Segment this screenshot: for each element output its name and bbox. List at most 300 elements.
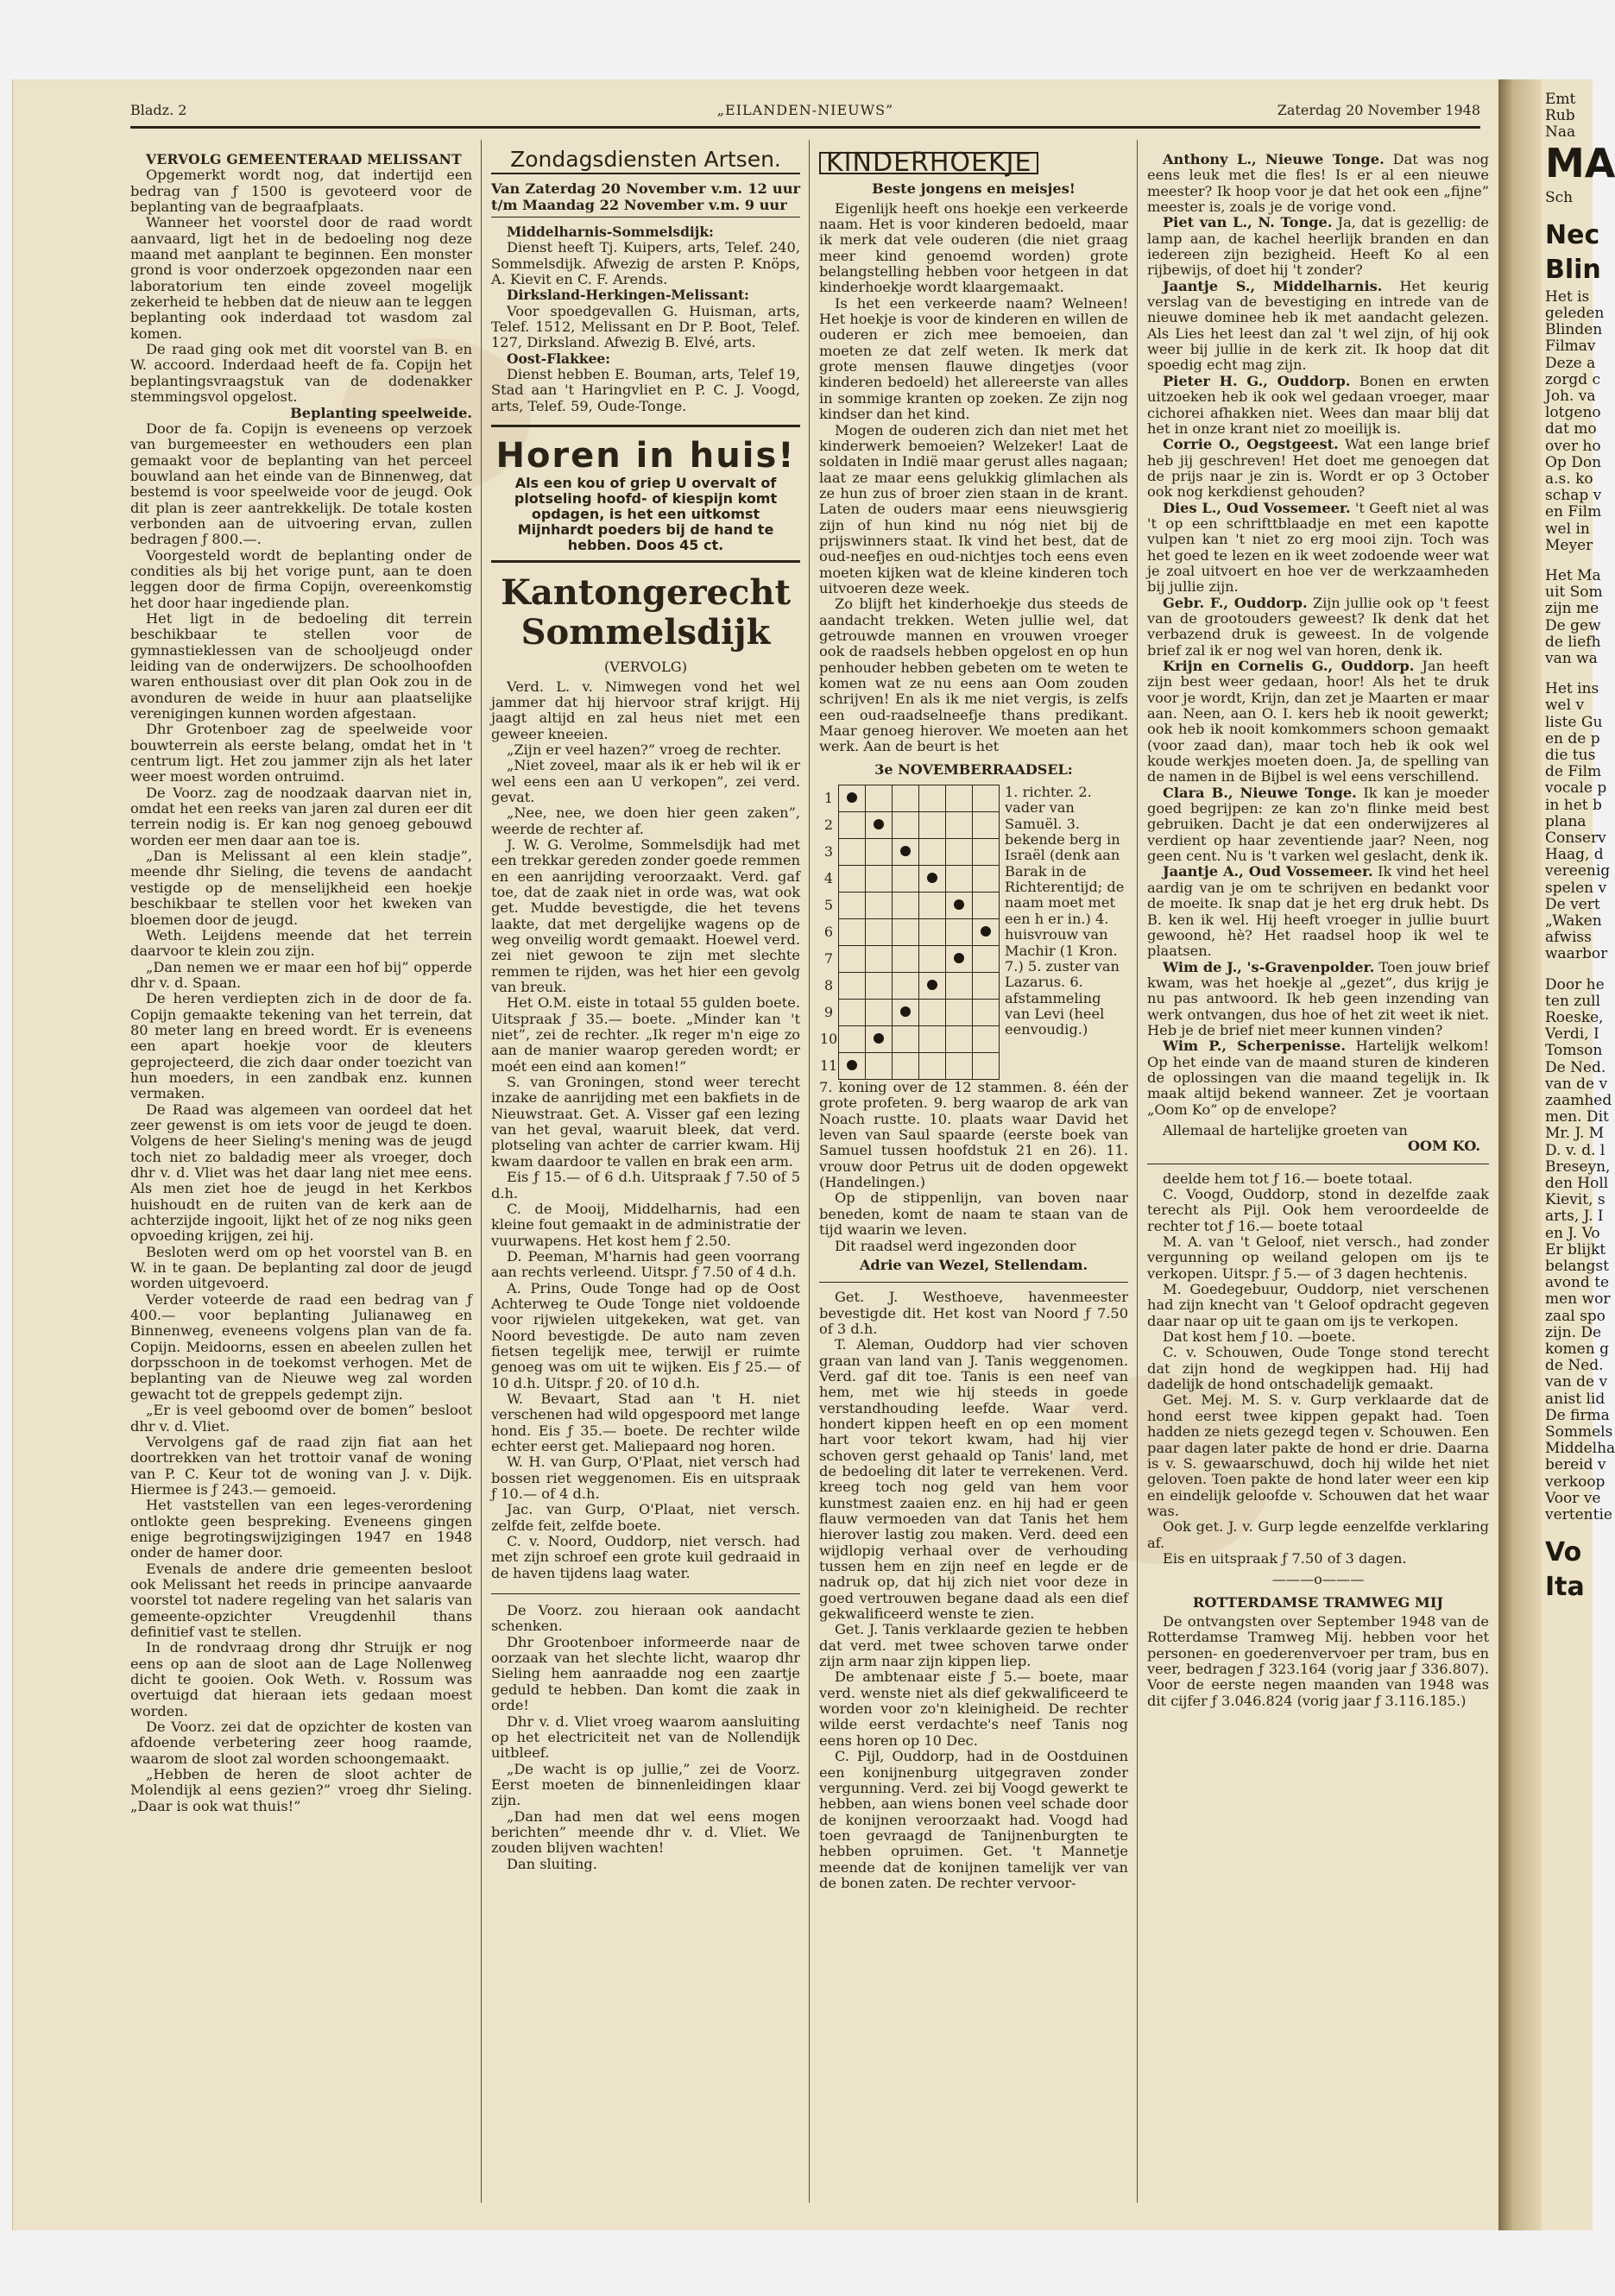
court-cases	[491, 679, 800, 1582]
grid-cell	[866, 973, 893, 1000]
mijnhardt-advertisement	[491, 425, 800, 563]
next-page-fragment: Door he	[1545, 975, 1605, 993]
letter-recipient: Anthony L., Nieuwe Tonge.	[1163, 151, 1385, 167]
grid-row-number: 9	[823, 1003, 834, 1020]
court-continued: (VERVOLG)	[603, 659, 688, 676]
next-page-fragment: Het is	[1545, 287, 1590, 306]
grid-cell	[839, 919, 866, 946]
next-page-fragment: spelen v	[1545, 879, 1607, 897]
grid-cell	[946, 1026, 973, 1053]
grid-cell	[973, 973, 1000, 1000]
gemeenteraad-continued	[491, 1603, 800, 1872]
next-page-fragment: en J. Vo	[1545, 1224, 1600, 1242]
next-page-fragment: Middelha	[1545, 1440, 1615, 1458]
grid-dot	[874, 1033, 884, 1044]
grid-cell	[973, 1053, 1000, 1080]
grid-cell	[973, 1026, 1000, 1053]
next-page-fragment: de liefh	[1545, 633, 1601, 651]
paragraph: Dhr Grootenboer informeerde naar de oorzaak van het slechte licht, waarop dhr Sieling hem aanraadde nog een zaartje geduld te hebben. Dan komt die zaak in orde!	[491, 1633, 800, 1714]
grid-cell	[839, 1053, 866, 1080]
next-page-fragment: wel in	[1545, 520, 1590, 538]
grid-cell	[973, 839, 1000, 866]
next-page-fragment: Nec	[1545, 219, 1600, 250]
letter-reply: Wim de J., 's-Gravenpolder. Toen jouw brief kwam, was het hoekje al „gezet”, dus krijg je nu pas antwoord. Ik heb geen inzending van werk ontvangen, dus hoe of het zit weet ik niet. Heb je de brief niet meer kunnen vinden?	[1147, 958, 1489, 1038]
paragraph: De ambtenaar eiste ƒ 5.— boete, maar verd. wenste niet als dief gekwalificeerd te worden voor zo'n kleinigheid. De rechter wilde eerst verdachte's neef Tanis nog eens horen op 10 Dec.	[819, 1668, 1128, 1749]
letter-reply: Jaantje A., Oud Vossemeer. Ik vind het heel aardig van je om te schrijven en bedankt voor de moeite. Ik snap dat je het erg druk hebt. Ds B. ken ik wel. Hij heeft vroeger in jullie buurt gewoond, hè? Het raadsel hoop ik wel te plaatsen.	[1147, 863, 1490, 960]
letter-reply: Corrie O., Oegstgeest. Wat een lange brief heb jij geschreven! Het doet me genoegen dat de prijs naar je zin is. Wordt er op 3 October ook nog kerkdienst gehouden?	[1147, 436, 1489, 501]
next-page-fragment: en Film	[1545, 503, 1602, 521]
issue-date: Zaterdag 20 November 1948	[1277, 102, 1480, 118]
letter-recipient: Dies L., Oud Vossemeer.	[1163, 499, 1351, 516]
grid-row	[819, 919, 1000, 946]
newspaper-page	[12, 79, 1499, 2230]
grid-cell	[866, 1053, 893, 1080]
next-page-fragment: Deze a	[1545, 354, 1596, 372]
paragraph: Het O.M. eiste in totaal 55 gulden boete. Uitspraak ƒ 35.— boete. „Minder kan 't niet”, zei de rechter. „Ik reger m'n eige zo aan de manier waarop gereden wordt; er moét een eind aan komen!”	[491, 994, 800, 1075]
column-two	[491, 147, 800, 2223]
paragraph: In de rondvraag drong dhr Struijk er nog eens op aan de sloot aan de Lage Nollenweg dicht te gooien. Ook Weth. v. Rossum was overtuigd dat hieraan iets gedaan moest worden.	[130, 1639, 472, 1719]
riddle-instruction: Op de stippenlijn, van boven naar beneden, komt de naam te staan van de tijd waarin we leven.	[819, 1189, 1128, 1239]
grid-cell	[973, 919, 1000, 946]
grid-cell	[866, 893, 893, 919]
next-page-fragment: waarbor	[1545, 945, 1608, 963]
next-page-fragment: geleden	[1545, 305, 1605, 322]
letter-reply: Krijn en Cornelis G., Ouddorp. Jan heeft zijn best weer gedaan, hoor! Als het te druk voor je wordt, Krijn, dan zet je Maarten er maar aan. Neen, aan O. I. kers heb ik nooit gewerkt; ook heb ik nooit komkommers schoon gemaakt (voor zaad dan), maar toch heb ik ook wel koude werkjes moeten doen. Ja, de spelling van de namen in de Bijbel is wel eens verschillend.	[1147, 658, 1489, 785]
paragraph: Voorgesteld wordt de beplanting onder de condities als bij het vorige punt, aan te doen leggen door de firma Copijn, overeenkomstig het door haar ingediende plan.	[130, 546, 472, 611]
service-period: Van Zaterdag 20 November v.m. 12 uur t/m Maandag 22 November v.m. 9 uur	[491, 180, 800, 213]
closing-greeting: Allemaal de hartelijke groeten van	[1163, 1121, 1408, 1139]
grid-row	[819, 973, 1000, 1000]
grid-row	[819, 866, 1000, 893]
next-page-fragment: De firma	[1545, 1406, 1610, 1424]
paragraph: Mogen de ouderen zich dan niet met het kinderwerk bemoeien? Welzeker! Laat de soldaten in Indië maar gerust alles nagaan; laat ze maar eens gelukkig glimlachen als ze hun zus of broer zien staan in de krant. Laten de ouders maar eens nieuwsgierig zijn of hun kind nu nóg niet bij de prijswinners staat. Ik vind het best, dat de oud-neefjes en oud-nichtjes toch eens even moeten kijken wat de kleine kinderen toch uitvoeren deze week.	[819, 421, 1128, 596]
paragraph: Get. J. Westhoeve, havenmeester bevestigde dit. Het kost van Noord ƒ 7.50 of 3 d.h.	[819, 1289, 1128, 1337]
letter-reply: Anthony L., Nieuwe Tonge. Dat was nog eens leuk met die fles! Is er al een nieuwe meester? Ik hoop voor je dat het ook een „fijne” meester is, zoals je de vorige vond.	[1147, 151, 1489, 216]
kinderhoekje-header	[819, 148, 1128, 178]
paragraph: Besloten werd om op het voorstel van B. en W. in te gaan. De beplanting zal door de jeugd worden uitgevoerd.	[130, 1243, 472, 1292]
paragraph: Dan sluiting.	[507, 1855, 597, 1872]
header-rule	[130, 126, 1480, 129]
ad-headline: Horen in huis!	[495, 436, 796, 476]
letter-recipient: Krijn en Cornelis G., Ouddorp.	[1163, 658, 1415, 674]
grid-row-number: 11	[819, 1057, 838, 1074]
next-page-fragment: De gew	[1545, 616, 1601, 634]
next-page-fragment: De vert	[1545, 895, 1600, 913]
next-page-fragment: Op Don	[1545, 453, 1602, 471]
paragraph: Zo blijft het kinderhoekje dus steeds de aandacht trekken. Weten jullie wel, dat getrouwde mannen en vrouwen vroeger ook de raadsels hebben opgelost en op hun penhouder hebben gebeten om te weten te komen wat ze nu eens aan Oom zouden schrijven! En als ik me niet vergis, is zelfs een oud-raadselneefje thans predikant. Maar genoeg hierover. We moeten aan het werk. Aan de beurt is het	[819, 596, 1128, 755]
paragraph: „Zijn er veel hazen?” vroeg de rechter.	[507, 741, 782, 758]
grid-cell	[866, 812, 893, 839]
grid-dot	[927, 873, 937, 883]
next-page-fragment: de Film	[1545, 763, 1602, 781]
grid-dot	[900, 1006, 911, 1017]
letter-recipient: Jaantje A., Oud Vossemeer.	[1163, 863, 1373, 880]
letter-reply: Wim P., Scherpenisse. Hartelijk welkom! Op het einde van de maand sturen de kinderen de oplossingen van die maand tegelijk in. Ik maak altijd bekend wanneer. Zet je voortaan „Oom Ko” op de envelope?	[1147, 1038, 1489, 1118]
grid-cell	[973, 946, 1000, 973]
next-page-fragment: zorgd c	[1545, 370, 1601, 388]
paragraph: De Raad was algemeen van oordeel dat het zeer gewenst is om iets voor de jeugd te doen. Volgens de heer Sieling's mening was de jeugd toch niet zo baldadig meer als vroeger, doch dhr v. d. Vliet was het daar lang niet mee eens. Als men ziet hoe de jeugd in het Kerkbos huishoudt en de ruiten van de kerk aan de achterzijde ingooit, lijkt het of ze nog niks geen opvoeding krijgen, zei hij.	[130, 1101, 472, 1245]
grid-cell	[946, 919, 973, 946]
grid-row-number: 10	[819, 1030, 838, 1047]
court-title-line-2: Sommelsdijk	[520, 612, 771, 653]
grid-row-number: 7	[823, 949, 834, 967]
paragraph: C. Pijl, Ouddorp, had in de Oostduinen een konijnenburg uitgegraven zonder vergunning. Verd. zei bij Voogd gewerkt te hebben, aan wiens bonen veel schade door de konijnen veroorzaakt had. Voogd had toen gevraagd de Tanijnenburgten te hebben opruimen. Get. 't Mannetje meende dat de konijnen tamelijk ver van de bonen zaten. De rechter vervoor-	[819, 1748, 1128, 1891]
paragraph: „Dan nemen we er maar een hof bij” opperde dhr v. d. Spaan.	[130, 958, 472, 991]
grid-cell	[973, 866, 1000, 893]
grid-row	[819, 893, 1000, 919]
paragraph: Het ligt in de bedoeling dit terrein beschikbaar te stellen voor de gymnastieklessen van de schooljeugd onder leiding van de onderwijzers. De schoolhoofden waren enthousiast over dit plan Ook zou in de avonduren de weide in huur aan plaatselijke verenigingen kunnen worden afgestaan.	[130, 609, 472, 722]
grid-dot	[981, 926, 991, 937]
doctor-services	[491, 224, 800, 414]
next-page-fragment: Het ins	[1545, 680, 1599, 698]
next-page-fragment: men. Dit	[1545, 1108, 1609, 1126]
grid-row	[819, 946, 1000, 973]
riddle-block	[819, 785, 1128, 1080]
next-page-fragment: afwiss	[1545, 929, 1592, 947]
grid-dot	[900, 846, 911, 856]
grid-cell	[946, 893, 973, 919]
letter-recipient: Clara B., Nieuwe Tonge.	[1163, 784, 1357, 801]
letter-reply: Pieter H. G., Ouddorp. Bonen en erwten uitzoeken heb ik ook wel gedaan vroeger, maar cichorei afhakken niet. Wees dan maar blij dat het in onze krant niet zo moeilijk is.	[1147, 372, 1489, 437]
next-page-fragment: Haag, d	[1545, 846, 1604, 864]
grid-cell	[946, 812, 973, 839]
riddle-title: 3e NOVEMBERRAADSEL:	[874, 760, 1073, 778]
next-page-fragment: Het Ma	[1545, 567, 1601, 584]
paragraph: Eigenlijk heeft ons hoekje een verkeerde naam. Het is voor kinderen bedoeld, maar ik merk dat vele ouderen (die niet graag meer kind genoemd worden) grote belangstelling hebben voor hetgeen in dat kinderhoekje wordt klaargemaakt.	[819, 199, 1128, 296]
next-page-fragment: Verdi, I	[1545, 1025, 1599, 1044]
paragraph: Eis ƒ 15.— of 6 d.h. Uitspraak ƒ 7.50 of 5 d.h.	[491, 1169, 800, 1202]
column-four	[1147, 152, 1489, 2223]
grid-cell	[893, 973, 919, 1000]
grid-cell	[866, 1000, 893, 1026]
title-rule	[491, 173, 800, 174]
riddle-submitter: Adrie van Wezel, Stellendam.	[859, 1256, 1088, 1273]
paragraph: Is het een verkeerde naam? Welneen! Het hoekje is voor de kinderen en willen de ouderen er zich mee bemoeien, dan moeten ze dat zelf weten. Ik merk dat grote mensen flauwe dingetjes (voor kinderen bedoeld) het allereerste van alles in sommige kranten op zoeken. Ze zijn nog kindser dan het kind.	[819, 294, 1128, 423]
grid-cell	[946, 866, 973, 893]
grid-cell	[839, 1026, 866, 1053]
grid-cell	[919, 1026, 946, 1053]
grid-cell	[839, 785, 866, 812]
grid-cell	[946, 785, 973, 812]
grid-dot	[927, 980, 937, 990]
paragraph: Dat kost hem ƒ 10. —boete.	[1163, 1328, 1356, 1346]
newspaper-name: „EILANDEN-NIEUWS”	[716, 102, 894, 118]
next-page-fragment: van de v	[1545, 1075, 1608, 1093]
paragraph: De raad ging ook met dit voorstel van B. en W. accoord. Inderdaad heeft de fa. Copijn het beplantingsvraagstuk van de dodenakker stemmingsvol opgelost.	[130, 341, 472, 406]
grid-row	[819, 1026, 1000, 1053]
grid-dot	[954, 899, 964, 910]
grid-cell	[893, 1000, 919, 1026]
next-page-fragment: Blinden	[1545, 321, 1603, 339]
paragraph: De Voorz. zag de noodzaak daarvan niet in, omdat het een reeks van jaren zal duren eer dit terrein nodig is. Er kan nog genoeg gebouwd worden eer men daar aan toe is.	[130, 784, 472, 848]
grid-row-number: 4	[823, 869, 834, 886]
letter-recipient: Piet van L., N. Tonge.	[1163, 214, 1333, 231]
ad-body: Als een kou of griep U overvalt of plotseling hoofd- of kiespijn komt opdagen, is het een uitkomst Mijnhardt poeders bij de hand te hebben. Doos 45 ct.	[514, 475, 778, 554]
next-page-fragment: over ho	[1545, 437, 1601, 455]
next-page-fragment: vertentie	[1545, 1506, 1612, 1523]
page-number: Bladz. 2	[130, 102, 187, 118]
grid-row-number: 1	[823, 789, 834, 806]
column-three	[819, 148, 1128, 2223]
grid-cell	[946, 839, 973, 866]
next-page-fragment: plana	[1545, 812, 1587, 830]
section-rule	[491, 1593, 800, 1594]
grid-row-number: 6	[823, 923, 834, 940]
paragraph: „Dan is Melissant al een klein stadje”, meende dhr Sieling, die tevens de aandacht vestigde op de menselijkheid een hoekje beschikbaar te stellen voor het kweken van bloemen door de jeugd.	[130, 848, 472, 928]
grid-cell	[866, 785, 893, 812]
grid-cell	[946, 946, 973, 973]
section-heading: VERVOLG GEMEENTERAAD MELISSANT	[146, 151, 462, 167]
grid-cell	[973, 1000, 1000, 1026]
paragraph: A. Prins, Oude Tonge had op de Oost Achterweg te Oude Tonge niet voldoende voor rijwielen uitgekeken, wat get. van Noord bevestigde. De auto nam zeven fietsen tegelijk mee, terwijl er ruimte genoeg was om uit te wijken. Eis ƒ 25.— of 10 d.h. Uitspr. ƒ 20. of 10 d.h.	[491, 1279, 800, 1391]
next-page-fragment: vocale p	[1545, 779, 1607, 798]
paragraph: D. Peeman, M'harnis had geen voorrang aan rechts verleend. Uitspr. ƒ 7.50 of 4 d.h.	[491, 1247, 800, 1281]
paragraph: S. van Groningen, stond weer terecht inzake de aanrijding met een bakfiets in de Nieuwstraat. Get. A. Visser gaf een lezing van het geval, waaruit bleek, dat verd. plotseling van achter de carrier kwam. Hij kwam daardoor te vallen en brak een arm.	[491, 1074, 800, 1170]
paragraph: M. A. van 't Geloof, niet versch., had zonder vergunning op weiland gelopen om ijs te verkopen. Uitspr. ƒ 5.— of 3 dagen hechtenis.	[1147, 1233, 1489, 1282]
next-page-fragment: uit Som	[1545, 583, 1603, 602]
next-page-fragment: Conserv	[1545, 829, 1606, 847]
next-page-fragment: wel v	[1545, 697, 1585, 715]
grid-row	[819, 1000, 1000, 1026]
next-page-fragment: en de p	[1545, 729, 1600, 747]
next-page-fragment: van de v	[1545, 1373, 1608, 1391]
grid-cell	[893, 1053, 919, 1080]
grid-cell	[893, 866, 919, 893]
grid-cell	[919, 946, 946, 973]
grid-row-number: 3	[823, 842, 834, 860]
paragraph: W. H. van Gurp, O'Plaat, niet versch had bossen riet weggenomen. Eis en uitspraak ƒ 10.— of 4 d.h.	[491, 1454, 800, 1503]
letter-reply: Jaantje S., Middelharnis. Het keurig verslag van de bevestiging en intrede van de nieuwe dominee heb ik met aandacht gelezen. Als Lies het leest dan zal 't wel zijn, of hij ook weer bij jullie in de kerk zit. Ik hoop dat dit spoedig echt mag zijn.	[1147, 277, 1489, 374]
ornament-rule: ———o———	[1271, 1571, 1365, 1588]
grid-cell	[866, 866, 893, 893]
letter-recipient: Gebr. F., Ouddorp.	[1163, 594, 1308, 611]
next-page-fragment: ten zull	[1545, 992, 1601, 1010]
letter-reply: Clara B., Nieuwe Tonge. Ik kan je moeder goed begrijpen: ze kan zo'n flinke meid best gebruiken. Dacht je dat een onderwijzeres al verdient op haar zeventiende jaar? Neen, nog geen cent. Nu is 't varken wel geslacht, denk ik.	[1147, 784, 1490, 865]
paragraph: „Dan had men dat wel eens mogen berichten” meende dhr v. d. Vliet. We zouden blijven wachten!	[491, 1807, 800, 1857]
grid-cell	[893, 919, 919, 946]
section-rule	[819, 1282, 1128, 1283]
next-page-fragment: avond te	[1545, 1274, 1610, 1292]
court-title-line-1: Kantongerecht	[501, 572, 791, 614]
paragraph: „Niet zoveel, maar als ik er heb wil ik er wel eens een aan U verkopen”, zei verd. gevat.	[491, 757, 800, 805]
paragraph: De Voorz. zou hieraan ook aandacht schenken.	[491, 1602, 800, 1635]
service-text: Dienst heeft Tj. Kuipers, arts, Telef. 240, Sommelsdijk. Afwezig de arsten P. Knöps, A. Kievit en C. F. Arends.	[491, 239, 800, 288]
paragraph: „Nee, nee, we doen hier geen zaken”, weerde de rechter af.	[491, 804, 800, 837]
grid-row	[819, 785, 1000, 812]
service-region: Oost-Flakkee:	[507, 350, 611, 367]
article-gemeenteraad-melissant	[130, 152, 472, 2223]
riddle-submitted: Dit raadsel werd ingezonden door	[835, 1237, 1076, 1254]
paragraph: Door de fa. Copijn is eveneens op verzoek van burgemeester en wethouders een plan gemaakt voor de beplanting van het perceel bouwland aan het einde van de Binnenweg, dat bestemd is voor speelweide voor de jeugd. Ook dit plan is zeer aantrekkelijk. De totale kosten verbonden aan de uitvoering ervan, zullen bedragen ƒ 800.—.	[130, 419, 472, 548]
grid-row-number: 2	[823, 816, 834, 833]
grid-row	[819, 812, 1000, 839]
letter-reply: Dies L., Oud Vossemeer. 't Geeft niet al was 't op een schrifttblaadje en met een kapotte vulpen kan 't niet zo erg mooi zijn. Toch was het goed te lezen en ik weet zodoende weer wat je zoal uitvoert en hoe ver de werkzaamheden bij jullie zijn.	[1147, 499, 1489, 596]
grid-row	[819, 1053, 1000, 1080]
grid-cell	[919, 839, 946, 866]
grid-cell	[919, 866, 946, 893]
paragraph: C. Voogd, Ouddorp, stond in dezelfde zaak terecht als Pijl. Ook hem veroordeelde de rechter tot ƒ 16.— boete totaal	[1147, 1186, 1489, 1234]
paragraph: Verder voteerde de raad een bedrag van ƒ 400.— voor beplanting Julianaweg en Binnenweg, eveneens volgens plan van de fa. Copijn. Meidoorns, essen en abeelen zullen het dorpsschoon in de toekomst verhogen. Met de beplanting van de Nieuwe weg zal worden gewacht tot de greppels gedempt zijn.	[130, 1290, 472, 1403]
grid-cell	[893, 946, 919, 973]
paragraph: Eis en uitspraak ƒ 7.50 of 3 dagen.	[1163, 1549, 1407, 1567]
grid-cell	[919, 785, 946, 812]
column-rule	[809, 140, 810, 2203]
paragraph: „Hebben de heren de sloot achter de Molendijk al eens gezien?” vroeg dhr Sieling. „Daar is ook wat thuis!”	[130, 1766, 472, 1814]
doctors-title: Zondagsdiensten Artsen.	[510, 147, 781, 172]
grid-cell	[919, 973, 946, 1000]
grid-cell	[973, 785, 1000, 812]
next-page-fragment: Er blijkt	[1545, 1240, 1606, 1258]
riddle-clues: 1. richter. 2. vader van Samuël. 3. bekende berg in Israël (denk aan Barak in de Richterentijd; de naam moet met een h er in.) 4. huisvrouw van Machir (1 Kron. 7.) 5. zuster van Lazarus. 6. afstammeling van Levi (heel eenvoudig.)	[1005, 784, 1125, 1038]
letter-recipient: Pieter H. G., Ouddorp.	[1163, 372, 1351, 389]
next-page-fragment: Filmav	[1545, 337, 1596, 356]
grid-cell	[919, 1053, 946, 1080]
grid-cell	[893, 812, 919, 839]
next-page-fragment: De Ned.	[1545, 1058, 1606, 1076]
next-page-fragment: Breseyn,	[1545, 1157, 1611, 1176]
paragraph: W. Bevaart, Stad aan 't H. niet verschenen had wild opgespoord met lange hond. Eis ƒ 35.— boete. De rechter wilde echter eerst get. Maliepaard nog horen.	[491, 1390, 800, 1454]
letter-reply: Piet van L., N. Tonge. Ja, dat is gezellig: de lamp aan, de kachel heerlijk branden en dan iedereen zijn bezigheid. Heeft Ko al een rijbewijs, of doet hij 't zonder?	[1147, 214, 1489, 279]
next-page-fragment: „Waken	[1545, 912, 1602, 930]
next-page-fragment: van wa	[1545, 650, 1598, 667]
grid-cell	[839, 812, 866, 839]
grid-cell	[839, 893, 866, 919]
grid-cell	[839, 946, 866, 973]
grid-cell	[919, 1000, 946, 1026]
next-page-fragment: Tomson	[1545, 1042, 1603, 1060]
tram-title: ROTTERDAMSE TRAMWEG MIJ	[1192, 1593, 1444, 1611]
paragraph: deelde hem tot ƒ 16.— boete totaal.	[1163, 1170, 1413, 1187]
grid-cell	[839, 973, 866, 1000]
next-page-fragment: verkoop	[1545, 1473, 1606, 1491]
grid-row-number: 5	[823, 896, 834, 913]
next-page-fragment: vereenig	[1545, 862, 1611, 880]
paragraph: J. W. G. Verolme, Sommelsdijk had met een trekkar gereden zonder goede remmen en een aanrijding veroorzaakt. Verd. gaf toe, dat de zaak niet in orde was, wat ook get. Mudde bevestigde, die het tevens laakte, dat met dergelijke wagens op de weg onveilig wordt gemaakt. Hoewel verd. zei niet gewoon te zijn met slechte remmen te rijden, was het hier een gevolg van breuk.	[491, 836, 800, 996]
next-page-fragment: dat mo	[1545, 420, 1597, 438]
grid-cell	[839, 1000, 866, 1026]
next-page-fragment: de Ned.	[1545, 1357, 1604, 1375]
letter-recipient: Wim de J., 's-Gravenpolder.	[1163, 958, 1375, 975]
next-page-fragment: Roeske,	[1545, 1009, 1604, 1026]
grid-dot	[874, 819, 884, 829]
riddle-clues-continued: 7. koning over de 12 stammen. 8. één der grote profeten. 9. berg waarop de ark van Noach rustte. 10. plaats waar David het leven van Saul spaarde (eerste boek van Samuel tussen hoofdstuk 21 en 26). 11. vrouw door Petrus uit de doden opgewekt (Handelingen.)	[819, 1079, 1128, 1191]
paragraph: Dhr v. d. Vliet vroeg waarom aansluiting op het electriciteit net van de Nollendijk uitbleef.	[491, 1713, 800, 1762]
next-page-fragment: Voor ve	[1545, 1489, 1601, 1507]
tram-text: De ontvangsten over September 1948 van de Rotterdamse Tramweg Mij. hebben voor het personen- en goederenvervoer per tram, bus en veer, bedragen ƒ 323.164 (vorig jaar ƒ 336.807). Voor de eerste negen maanden van 1948 was dit cijfer ƒ 3.046.824 (vorig jaar ƒ 3.116.185.)	[1147, 1612, 1489, 1709]
paragraph: De Voorz. zei dat de opzichter de kosten van afdoende verbetering zeer hoog raamde, waarom de sloot zal worden schoongemaakt.	[130, 1719, 472, 1767]
grid-cell	[893, 893, 919, 919]
letter-recipient: Corrie O., Oegstgeest.	[1163, 436, 1339, 453]
subheading: Beplanting speelweide.	[290, 404, 472, 421]
service-text: Voor spoedgevallen G. Huisman, arts, Telef. 1512, Melissant en Dr P. Boot, Telef. 127, Dirksland. Afwezig B. Elvé, arts.	[491, 302, 800, 351]
next-page-fragment: Sommels	[1545, 1423, 1613, 1441]
next-page-edge	[1542, 79, 1615, 2230]
next-page-fragment: belangst	[1545, 1258, 1609, 1275]
service-text: Dienst hebben E. Bouman, arts, Telef 19, Stad aan 't Haringvliet en P. C. J. Voogd, arts, Telef. 59, Oude-Tonge.	[491, 366, 800, 414]
grid-cell	[893, 839, 919, 866]
paragraph: C. v. Noord, Ouddorp, niet versch. had met zijn schroef een grote kuil gedraaid in de haven tijdens laag water.	[491, 1533, 800, 1581]
grid-row	[819, 839, 1000, 866]
title-rule	[491, 217, 800, 218]
next-page-fragment: Meyer	[1545, 536, 1593, 554]
kinderhoekje-title: KINDERHOEKJE	[819, 152, 1038, 174]
paragraph: Verd. L. v. Nimwegen vond het wel jammer dat hij hiervoor straf krijgt. Hij jaagt altijd en zal heus niet met een geweer kneeien.	[491, 678, 800, 742]
next-page-fragment: Ita	[1545, 1572, 1585, 1603]
letter-replies	[1147, 152, 1489, 1118]
next-page-fragment: zaamhed	[1545, 1092, 1612, 1109]
paragraph: Weth. Leijdens meende dat het terrein daarvoor te klein zou zijn.	[130, 926, 472, 960]
grid-cell	[973, 893, 1000, 919]
next-page-fragment: Rub	[1545, 107, 1575, 125]
grid-cell	[946, 973, 973, 1000]
paragraph: Dhr Grotenboer zag de speelweide voor bouwterrein als eerste belang, omdat het in 't centrum ligt. Het zou jammer zijn als het later weer moest worden ontruimd.	[130, 721, 472, 785]
kinderhoekje-text	[819, 201, 1128, 755]
next-page-fragment: Kievit, s	[1545, 1191, 1606, 1209]
next-page-fragment: die tus	[1545, 747, 1596, 764]
court-cases-end	[1147, 1171, 1489, 1567]
grid-cell	[866, 919, 893, 946]
grid-cell	[893, 1026, 919, 1053]
grid-dot	[847, 792, 857, 803]
signature: OOM KO.	[1407, 1138, 1480, 1155]
next-page-fragment: Mr. J. M	[1545, 1125, 1605, 1143]
next-page-fragment: Blin	[1545, 254, 1601, 285]
paragraph: Get. J. Tanis verklaarde gezien te hebben dat verd. met twee schoven tarwe onder zijn arm naar zijn kippen liep.	[819, 1621, 1128, 1670]
paragraph: Het vaststellen van een leges-verordening ontlokte geen bespreking. Eveneens gingen enige begrotingswijzigingen 1947 en 1948 onder de hamer door.	[130, 1497, 472, 1561]
next-page-fragment: a.s. ko	[1545, 470, 1593, 488]
grid-cell	[866, 1026, 893, 1053]
paragraph: Ook get. J. v. Gurp legde eenzelfde verklaring af.	[1147, 1518, 1489, 1551]
paragraph: Jac. van Gurp, O'Plaat, niet versch. zelfde feit, zelfde boete.	[491, 1501, 800, 1534]
paragraph: Opgemerkt wordt nog, dat indertijd een bedrag van ƒ 1500 is gevoteerd voor de beplanting van de begraafplaats.	[130, 167, 472, 216]
column-rule	[481, 140, 482, 2203]
next-page-fragment: Naa	[1545, 123, 1576, 142]
next-page-fragment: men wor	[1545, 1290, 1611, 1309]
paragraph: Evenals de andere drie gemeenten besloot ook Melissant het reeds in principe aanvaarde voorstel tot nadere regeling van het salaris van gemeente-opzichter Vreugdenhil thans definitief vast te stellen.	[130, 1560, 472, 1640]
grid-cell	[919, 919, 946, 946]
greeting: Beste jongens en meisjes!	[872, 180, 1076, 198]
service-region: Dirksland-Herkingen-Melissant:	[507, 287, 749, 304]
next-page-fragment: bereid v	[1545, 1456, 1606, 1474]
next-page-fragment: Vo	[1545, 1537, 1582, 1568]
next-page-fragment: schap v	[1545, 487, 1602, 505]
paragraph: „De wacht is op jullie,” zei de Voorz. Eerst moeten de binnenleidingen klaar zijn.	[491, 1760, 800, 1809]
grid-row-number: 8	[823, 976, 834, 993]
page-header	[130, 102, 1480, 121]
next-page-fragment: zaal spo	[1545, 1307, 1606, 1325]
next-page-fragment: Joh. va	[1545, 388, 1596, 405]
paragraph: Vervolgens gaf de raad zijn fiat aan het doortrekken van het trottoir vanaf de woning van P. C. Keur tot de woning van J. v. Dijk. Hiermee is ƒ 243.— gemoeid.	[130, 1433, 472, 1498]
riddle-grid	[819, 785, 1000, 1080]
grid-cell	[839, 866, 866, 893]
grid-cell	[919, 893, 946, 919]
service-region: Middelharnis-Sommelsdijk:	[507, 224, 714, 241]
court-cases-continued	[819, 1290, 1128, 1891]
grid-cell	[946, 1053, 973, 1080]
next-page-fragment: Emt	[1545, 91, 1576, 108]
paragraph: C. v. Schouwen, Oude Tonge stond terecht dat zijn hond de wegkippen had. Hij had dadelijk de hond ontschadelijk gemaakt.	[1147, 1344, 1489, 1393]
letter-recipient: Jaantje S., Middelharnis.	[1163, 277, 1383, 294]
grid-cell	[973, 812, 1000, 839]
next-page-fragment: Sch	[1545, 188, 1574, 206]
next-page-fragment: anist lid	[1545, 1390, 1606, 1408]
column-rule	[1137, 140, 1138, 2203]
grid-cell	[866, 946, 893, 973]
letter-reply: Gebr. F., Ouddorp. Zijn jullie ook op 't feest van de grootouders geweest? Ik denk dat het verbazend druk is geweest. In de volgende brief zal ik er nog wel van horen, denk ik.	[1147, 594, 1489, 659]
next-page-fragment: arts, J. I	[1545, 1208, 1604, 1226]
grid-cell	[919, 812, 946, 839]
paragraph: Get. Mej. M. S. v. Gurp verklaarde dat de hond eerst twee kippen gepakt had. Toen hadden ze niets gezegd tegen v. Schouwen. Een paar dagen later pakte de hond er drie. Daarna is v. S. gewaarschuwd, doch hij wilde het niet geloven. Toen pakte de hond later weer een kip en eindelijk geloofde v. Schouwen dat het waar was.	[1147, 1391, 1489, 1519]
